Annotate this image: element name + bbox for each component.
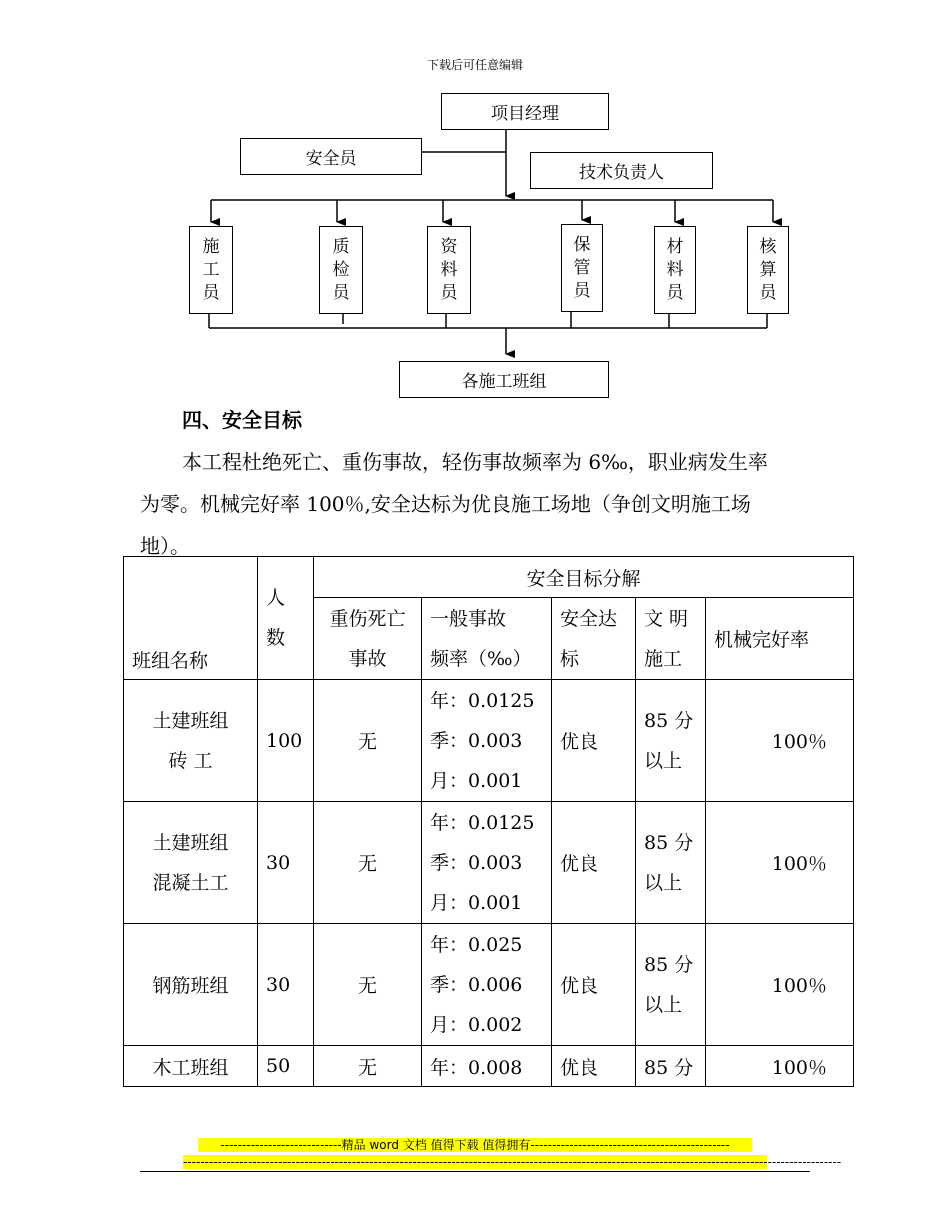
- cell-count: 30: [258, 924, 314, 1046]
- org-role-2: [427, 226, 471, 314]
- cell-team: 木工班组: [124, 1046, 258, 1087]
- section-heading: 四、安全目标: [182, 408, 302, 432]
- header-machine: 机械完好率: [706, 598, 854, 680]
- header-goal-breakdown: 安全目标分解: [314, 557, 854, 598]
- org-box-safety-officer: 安全员: [240, 138, 422, 175]
- org-box-tech-lead: 技术负责人: [530, 152, 713, 189]
- header-fatal-2: 事故: [348, 647, 387, 670]
- section-paragraph: [140, 441, 830, 567]
- header-fatal-1: 重伤死亡: [329, 607, 406, 630]
- paragraph-line: 本工程杜绝死亡、重伤事故，轻伤事故频率为 6‰，职业病发生率: [182, 450, 768, 474]
- org-role-char: 员: [666, 282, 684, 303]
- header-safety: [552, 598, 636, 680]
- cell-frequency: 年：0.025 季：0.006 月：0.002: [422, 924, 552, 1046]
- header-fatal: [314, 598, 422, 680]
- org-chart-connectors: [0, 0, 950, 420]
- cell-frequency: 年：0.008: [422, 1046, 552, 1087]
- cell-fatal: 无: [314, 680, 422, 802]
- cell-count: 30: [258, 802, 314, 924]
- org-role-char: 员: [202, 282, 220, 303]
- header-civil-1: 文 明: [644, 607, 689, 630]
- org-role-char: 员: [573, 280, 591, 301]
- table-row: [124, 1046, 854, 1087]
- org-role-char: 材: [666, 236, 684, 257]
- org-role-char: 质: [332, 236, 350, 257]
- header-team-name: 班组名称: [124, 557, 258, 680]
- org-role-char: 算: [759, 259, 777, 280]
- header-freq-2: 频率（‰）: [430, 647, 532, 670]
- header-civil: [636, 598, 706, 680]
- header-safety-2: 标: [560, 647, 580, 670]
- cell-civil: 85 分 以上: [636, 680, 706, 802]
- org-role-char: 员: [759, 282, 777, 303]
- header-civil-2: 施工: [644, 647, 683, 670]
- paragraph-line: 为零。机械完好率 100％,安全达标为优良施工场地（争创文明施工场: [140, 492, 751, 516]
- paragraph-line: 地）。: [140, 534, 190, 558]
- header-safety-1: 安全达: [560, 607, 618, 630]
- table-row: [124, 924, 854, 1046]
- cell-civil: 85 分: [636, 1046, 706, 1087]
- cell-fatal: 无: [314, 802, 422, 924]
- cell-fatal: 无: [314, 1046, 422, 1087]
- cell-team: 土建班组 砖 工: [124, 680, 258, 802]
- cell-count: 100: [258, 680, 314, 802]
- org-role-4: [654, 226, 696, 314]
- org-role-1: [319, 226, 363, 314]
- org-role-char: 施: [202, 236, 220, 257]
- header-count-1: 人: [266, 587, 286, 609]
- cell-civil: 85 分 以上: [636, 802, 706, 924]
- org-box-teams: 各施工班组: [399, 361, 609, 398]
- org-role-char: 检: [332, 259, 350, 280]
- cell-team: 土建班组 混凝土工: [124, 802, 258, 924]
- org-role-5: [747, 226, 789, 314]
- cell-frequency: 年：0.0125 季：0.003 月：0.001: [422, 802, 552, 924]
- cell-safety: 优良: [552, 924, 636, 1046]
- org-role-char: 工: [202, 259, 220, 280]
- footer-banner: ----------------------------精品 word 文档 值得下载 值得拥有----------------------------------------------: [198, 1138, 752, 1152]
- org-role-char: 管: [573, 257, 591, 278]
- footer-rule: [140, 1171, 810, 1172]
- org-role-char: 保: [573, 234, 591, 255]
- cell-fatal: 无: [314, 924, 422, 1046]
- org-role-3: [561, 224, 603, 312]
- cell-safety: 优良: [552, 802, 636, 924]
- footer-banner-dashes: --------------------------------------------------------------------------------------------------------------------------------------------------------: [183, 1155, 842, 1169]
- org-role-char: 资: [440, 236, 458, 257]
- safety-goals-table: [123, 556, 854, 1087]
- cell-team: 钢筋班组: [124, 924, 258, 1046]
- cell-machine: 100％: [706, 680, 854, 802]
- header-note: 下载后可任意编辑: [426, 58, 523, 72]
- org-role-char: 料: [440, 259, 458, 280]
- cell-machine: 100％: [706, 924, 854, 1046]
- header-frequency: [422, 598, 552, 680]
- header-count-2: 数: [266, 627, 286, 649]
- cell-machine: 100％: [706, 802, 854, 924]
- org-box-project-manager: 项目经理: [441, 93, 609, 130]
- org-role-char: 核: [759, 236, 777, 257]
- cell-machine: 100％: [706, 1046, 854, 1087]
- cell-civil: 85 分 以上: [636, 924, 706, 1046]
- cell-frequency: 年：0.0125 季：0.003 月：0.001: [422, 680, 552, 802]
- header-count: [258, 557, 314, 680]
- org-role-char: 员: [440, 282, 458, 303]
- cell-safety: 优良: [552, 1046, 636, 1087]
- cell-count: 50: [258, 1046, 314, 1087]
- org-role-char: 员: [332, 282, 350, 303]
- org-role-char: 料: [666, 259, 684, 280]
- header-freq-1: 一般事故: [430, 607, 507, 630]
- table-row: [124, 680, 854, 802]
- org-role-0: [189, 226, 233, 314]
- cell-safety: 优良: [552, 680, 636, 802]
- table-row: [124, 802, 854, 924]
